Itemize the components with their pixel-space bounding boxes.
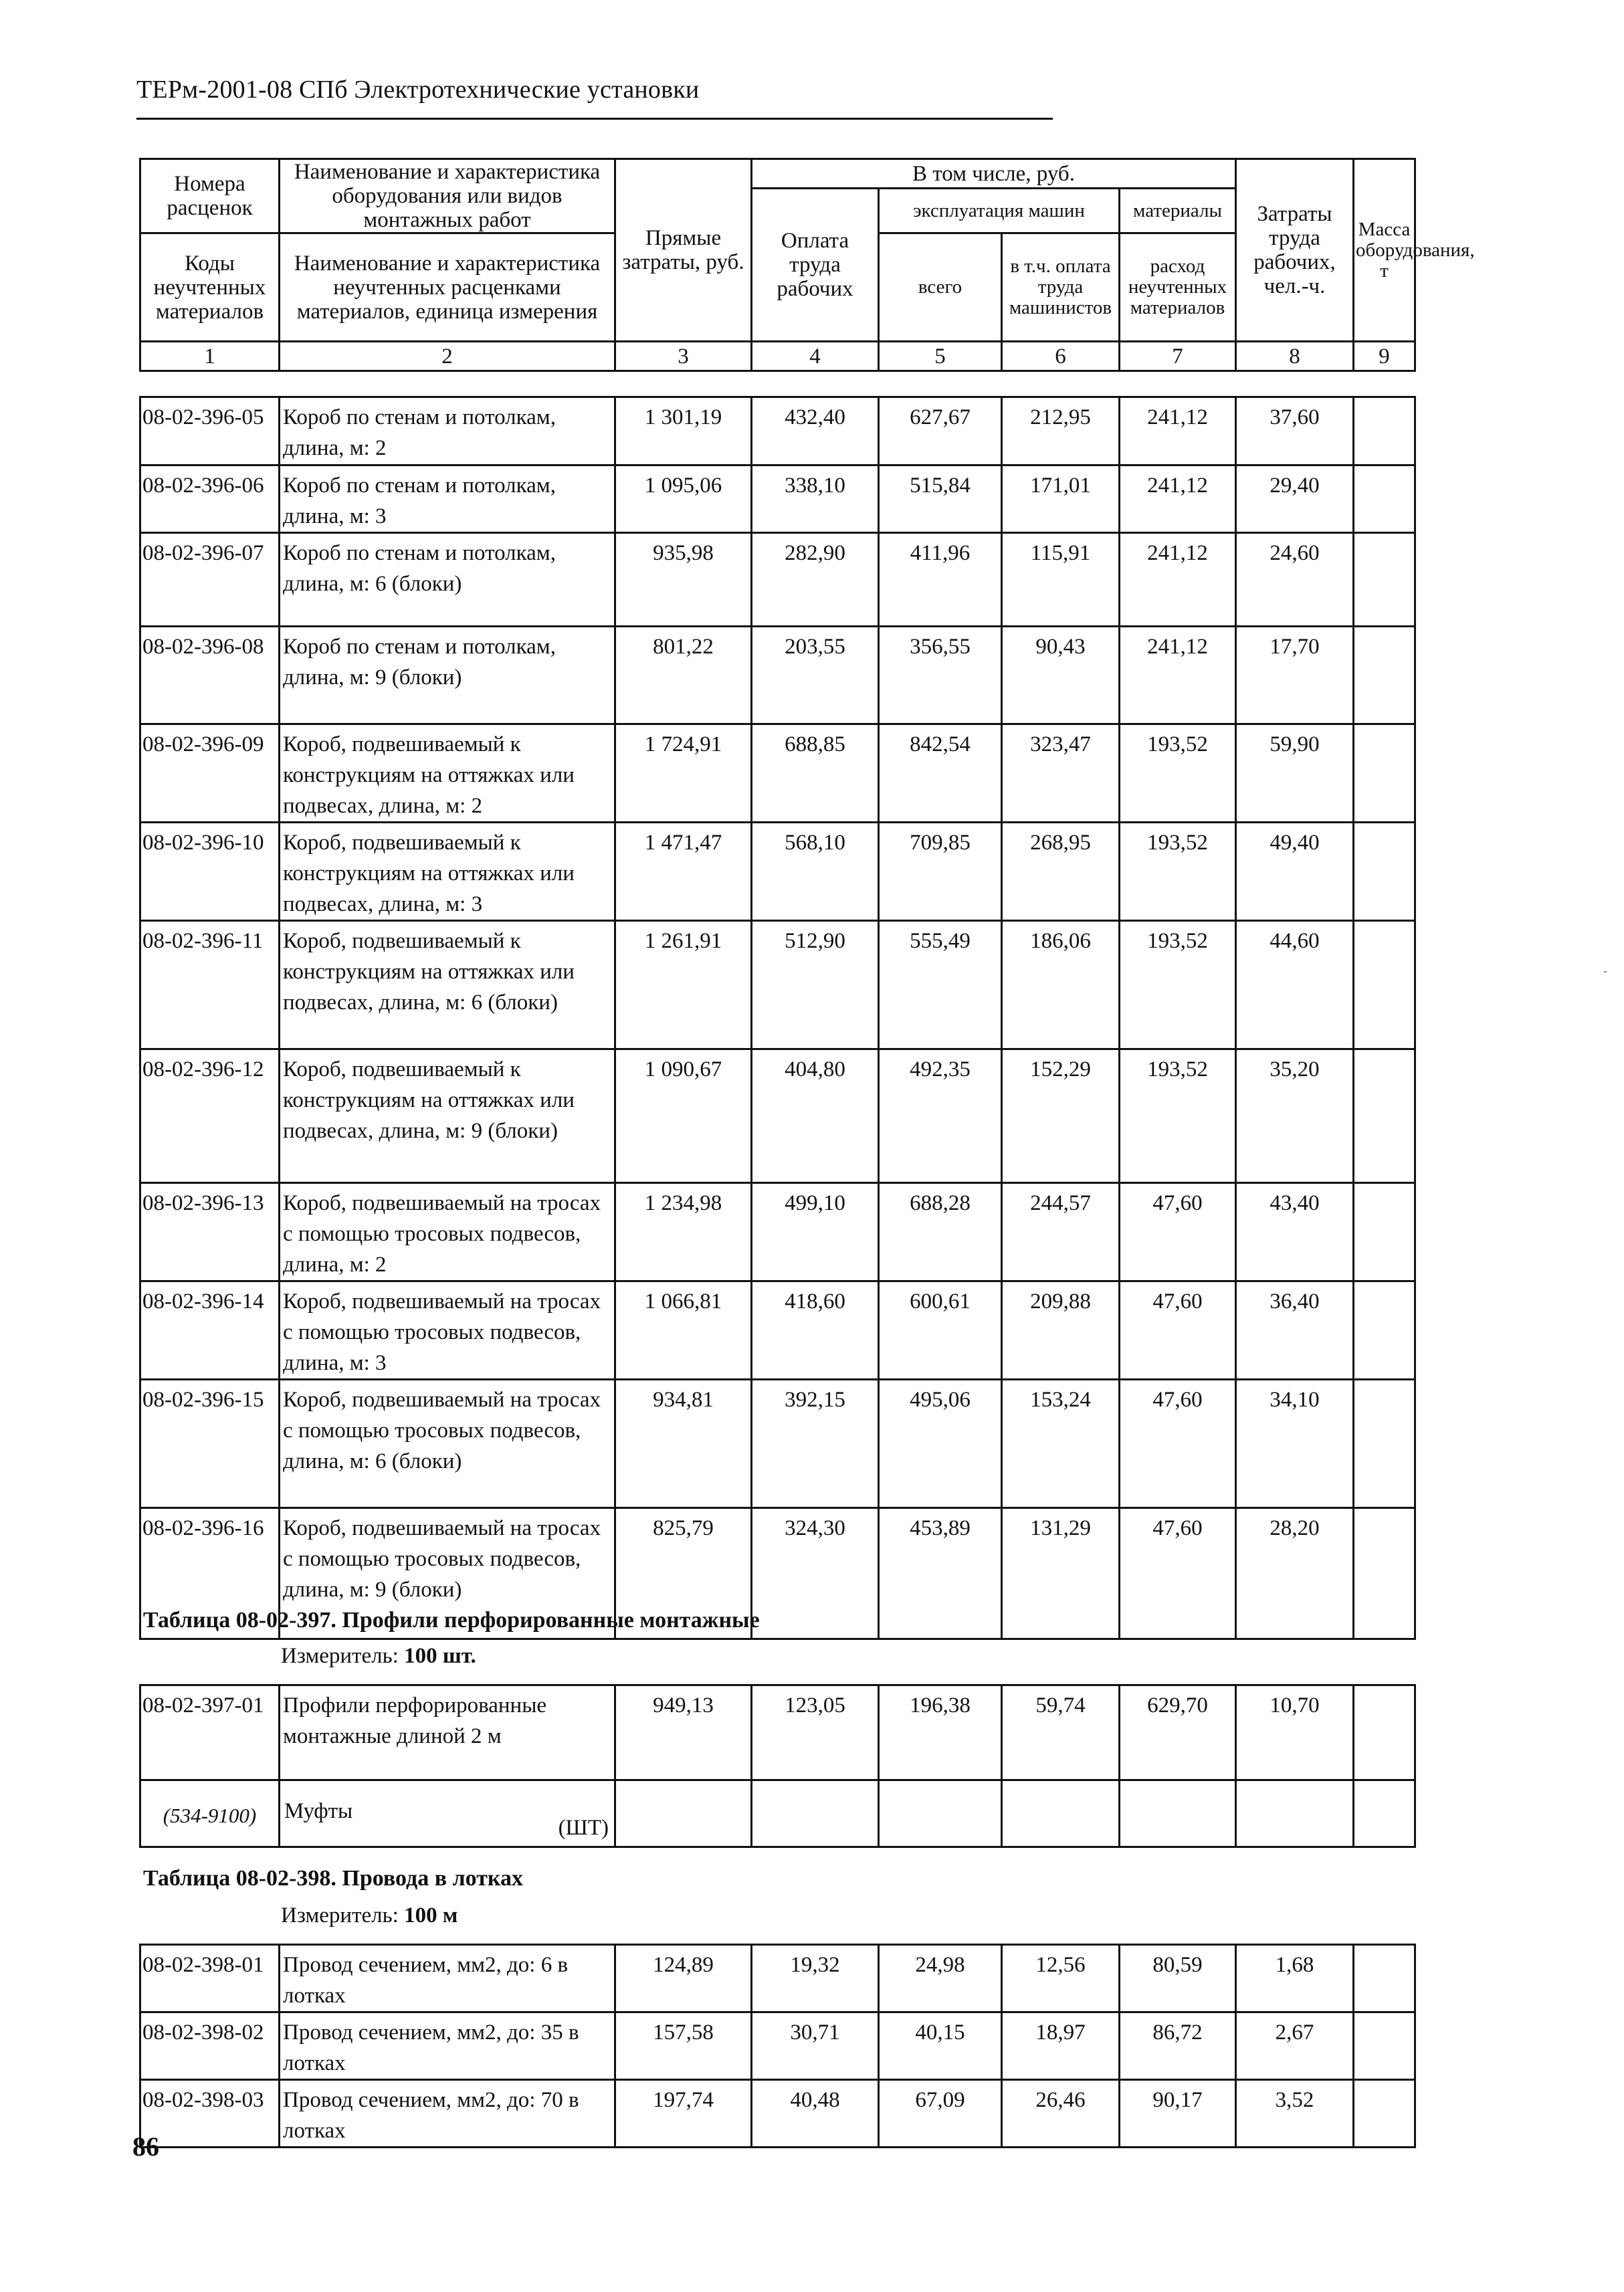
table-row (140, 1183, 1415, 1281)
equipment-mass (1354, 823, 1415, 921)
equipment-mass (1354, 397, 1415, 465)
machinist-pay: 209,88 (1002, 1281, 1120, 1380)
rate-code: 08-02-396-08 (140, 627, 280, 724)
measure-value: 100 шт. (404, 1644, 476, 1668)
machinist-pay: 212,95 (1002, 397, 1120, 465)
rate-name: Профили перфорированные монтажные длиной 2 м (280, 1685, 615, 1780)
materials: 241,12 (1120, 397, 1236, 465)
direct-costs: 934,81 (615, 1380, 752, 1508)
rate-code: 08-02-396-10 (140, 823, 280, 921)
rate-name: Короб, подвешиваемый на тросах с помощью тросовых подвесов, длина, м: 9 (блоки) (280, 1508, 615, 1639)
rate-name: Короб по стенам и потолкам, длина, м: 6 (блоки) (280, 533, 615, 627)
material-unit: (ШТ) (558, 1816, 609, 1840)
labor-pay: 30,71 (752, 2012, 879, 2080)
machines-total: 627,67 (879, 397, 1002, 465)
machines-total: 24,98 (879, 1945, 1002, 2012)
col-number: 9 (1354, 342, 1415, 371)
labor-hours: 10,70 (1236, 1685, 1354, 1780)
direct-costs: 1 095,06 (615, 465, 752, 533)
direct-costs: 1 066,81 (615, 1281, 752, 1380)
rate-code: 08-02-396-06 (140, 465, 280, 533)
table-row (140, 1281, 1415, 1380)
rate-code: 08-02-396-13 (140, 1183, 280, 1281)
rate-code: 08-02-398-01 (140, 1945, 280, 2012)
direct-costs: 124,89 (615, 1945, 752, 2012)
machinist-pay: 115,91 (1002, 533, 1120, 627)
equipment-mass (1354, 2080, 1415, 2148)
machines-total: 356,55 (879, 627, 1002, 724)
machinist-pay: 323,47 (1002, 724, 1120, 823)
header-col5: всего (879, 233, 1002, 342)
rate-name: Провод сечением, мм2, до: 35 в лотках (280, 2012, 615, 2080)
rates-table-398 (139, 1944, 1416, 2148)
materials: 241,12 (1120, 627, 1236, 724)
rate-code: 08-02-398-02 (140, 2012, 280, 2080)
direct-costs: 1 234,98 (615, 1183, 752, 1281)
labor-hours: 24,60 (1236, 533, 1354, 627)
rate-code: 08-02-396-07 (140, 533, 280, 627)
machines-total: 709,85 (879, 823, 1002, 921)
labor-hours: 29,40 (1236, 465, 1354, 533)
machines-total: 411,96 (879, 533, 1002, 627)
machinist-pay: 153,24 (1002, 1380, 1120, 1508)
labor-hours: 37,60 (1236, 397, 1354, 465)
machines-total: 495,06 (879, 1380, 1002, 1508)
machinist-pay: 131,29 (1002, 1508, 1120, 1639)
table-row (140, 1380, 1415, 1508)
rate-name: Короб по стенам и потолкам, длина, м: 2 (280, 397, 615, 465)
rate-name: Короб, подвешиваемый к конструкциям на оттяжках или подвесах, длина, м: 3 (280, 823, 615, 921)
materials: 193,52 (1120, 921, 1236, 1049)
rate-name: Короб, подвешиваемый к конструкциям на оттяжках или подвесах, длина, м: 6 (блоки) (280, 921, 615, 1049)
materials: 47,60 (1120, 1183, 1236, 1281)
rate-name: Короб по стенам и потолкам, длина, м: 9 (блоки) (280, 627, 615, 724)
direct-costs: 157,58 (615, 2012, 752, 2080)
header-col3: Прямые затраты, руб. (615, 159, 752, 342)
labor-pay: 123,05 (752, 1685, 879, 1780)
header-col4: Оплата труда рабочих (752, 189, 879, 342)
labor-pay: 203,55 (752, 627, 879, 724)
equipment-mass (1354, 533, 1415, 627)
machines-total: 40,15 (879, 2012, 1002, 2080)
machinist-pay: 26,46 (1002, 2080, 1120, 2148)
table-row (140, 1049, 1415, 1183)
labor-pay: 432,40 (752, 397, 879, 465)
equipment-mass (1354, 2012, 1415, 2080)
direct-costs: 197,74 (615, 2080, 752, 2148)
table-row (140, 533, 1415, 627)
material-row (140, 1780, 1415, 1847)
machines-total: 67,09 (879, 2080, 1002, 2148)
table-row (140, 627, 1415, 724)
header-col8: Затраты труда рабочих, чел.-ч. (1236, 159, 1354, 342)
rate-code: 08-02-396-14 (140, 1281, 280, 1380)
direct-costs: 949,13 (615, 1685, 752, 1780)
table-row (140, 1945, 1415, 2012)
materials: 80,59 (1120, 1945, 1236, 2012)
col-number: 6 (1002, 342, 1120, 371)
machines-total: 600,61 (879, 1281, 1002, 1380)
rate-code: 08-02-396-11 (140, 921, 280, 1049)
materials: 241,12 (1120, 533, 1236, 627)
rate-name: Короб, подвешиваемый на тросах с помощью тросовых подвесов, длина, м: 3 (280, 1281, 615, 1380)
equipment-mass (1354, 627, 1415, 724)
materials: 86,72 (1120, 2012, 1236, 2080)
rate-code: 08-02-396-15 (140, 1380, 280, 1508)
rate-name: Короб, подвешиваемый на тросах с помощью тросовых подвесов, длина, м: 6 (блоки) (280, 1380, 615, 1508)
header-col2-top: Наименование и характеристика оборудования или видов монтажных работ (280, 159, 615, 233)
materials: 193,52 (1120, 1049, 1236, 1183)
materials: 47,60 (1120, 1508, 1236, 1639)
direct-costs: 1 090,67 (615, 1049, 752, 1183)
machines-total: 515,84 (879, 465, 1002, 533)
rates-table-396 (139, 396, 1416, 1640)
labor-hours: 59,90 (1236, 724, 1354, 823)
direct-costs: 1 261,91 (615, 921, 752, 1049)
col-number: 2 (280, 342, 615, 371)
equipment-mass (1354, 1183, 1415, 1281)
equipment-mass (1354, 1945, 1415, 2012)
col-number: 5 (879, 342, 1002, 371)
header-col1-top: Номера расценок (140, 159, 280, 233)
table-row (140, 2012, 1415, 2080)
table-row (140, 724, 1415, 823)
scan-speck (1604, 971, 1607, 972)
direct-costs: 1 724,91 (615, 724, 752, 823)
col-number: 1 (140, 342, 280, 371)
labor-hours: 3,52 (1236, 2080, 1354, 2148)
machinist-pay: 90,43 (1002, 627, 1120, 724)
rate-name: Короб, подвешиваемый к конструкциям на оттяжках или подвесах, длина, м: 2 (280, 724, 615, 823)
table-row (140, 823, 1415, 921)
rate-code: 08-02-396-16 (140, 1508, 280, 1639)
machinist-pay: 171,01 (1002, 465, 1120, 533)
labor-hours: 1,68 (1236, 1945, 1354, 2012)
direct-costs: 801,22 (615, 627, 752, 724)
rate-name: Короб по стенам и потолкам, длина, м: 3 (280, 465, 615, 533)
labor-pay: 688,85 (752, 724, 879, 823)
header-col9: Масса оборудования, т (1354, 159, 1415, 342)
rate-name: Короб, подвешиваемый на тросах с помощью тросовых подвесов, длина, м: 2 (280, 1183, 615, 1281)
machines-total: 196,38 (879, 1685, 1002, 1780)
machinist-pay: 18,97 (1002, 2012, 1120, 2080)
equipment-mass (1354, 724, 1415, 823)
labor-pay: 19,32 (752, 1945, 879, 2012)
rate-code: 08-02-396-12 (140, 1049, 280, 1183)
table-397-caption: Таблица 08-02-397. Профили перфорированные монтажные (143, 1608, 760, 1633)
labor-hours: 28,20 (1236, 1508, 1354, 1639)
labor-pay: 499,10 (752, 1183, 879, 1281)
machines-total: 453,89 (879, 1508, 1002, 1639)
rates-table-397 (139, 1684, 1416, 1848)
page-number: 86 (132, 2131, 159, 2162)
header-group: В том числе, руб. (752, 159, 1236, 189)
equipment-mass (1354, 1685, 1415, 1780)
direct-costs: 935,98 (615, 533, 752, 627)
rate-name: Короб, подвешиваемый к конструкциям на оттяжках или подвесах, длина, м: 9 (блоки) (280, 1049, 615, 1183)
equipment-mass (1354, 1281, 1415, 1380)
equipment-mass (1354, 921, 1415, 1049)
material-cell (280, 1780, 615, 1847)
materials: 193,52 (1120, 724, 1236, 823)
table-397-measure (281, 1644, 476, 1669)
machinist-pay: 268,95 (1002, 823, 1120, 921)
table-row (140, 397, 1415, 465)
equipment-mass (1354, 1049, 1415, 1183)
labor-pay: 404,80 (752, 1049, 879, 1183)
equipment-mass (1354, 1508, 1415, 1639)
col-number: 4 (752, 342, 879, 371)
col-number: 7 (1120, 342, 1236, 371)
labor-pay: 418,60 (752, 1281, 879, 1380)
direct-costs: 825,79 (615, 1508, 752, 1639)
labor-hours: 2,67 (1236, 2012, 1354, 2080)
header-col6: в т.ч. оплата труда машинистов (1002, 233, 1120, 342)
machines-total: 492,35 (879, 1049, 1002, 1183)
labor-pay: 40,48 (752, 2080, 879, 2148)
materials: 241,12 (1120, 465, 1236, 533)
rate-code: 08-02-396-05 (140, 397, 280, 465)
material-name: Муфты (284, 1799, 353, 1823)
labor-pay: 512,90 (752, 921, 879, 1049)
labor-hours: 35,20 (1236, 1049, 1354, 1183)
table-row (140, 1685, 1415, 1780)
col-number: 3 (615, 342, 752, 371)
machinist-pay: 186,06 (1002, 921, 1120, 1049)
table-row (140, 921, 1415, 1049)
table-row (140, 465, 1415, 533)
measure-label: Измеритель: (281, 1903, 399, 1928)
header-machines: эксплуатация машин (879, 189, 1120, 233)
materials: 47,60 (1120, 1281, 1236, 1380)
rate-name: Провод сечением, мм2, до: 70 в лотках (280, 2080, 615, 2148)
rate-code: 08-02-396-09 (140, 724, 280, 823)
equipment-mass (1354, 465, 1415, 533)
table-398-measure (281, 1903, 458, 1928)
machinist-pay: 12,56 (1002, 1945, 1120, 2012)
equipment-mass (1354, 1380, 1415, 1508)
rate-code: 08-02-397-01 (140, 1685, 280, 1780)
header-col7: расход неучтенных материалов (1120, 233, 1236, 342)
measure-label: Измеритель: (281, 1644, 399, 1668)
materials: 629,70 (1120, 1685, 1236, 1780)
materials: 90,17 (1120, 2080, 1236, 2148)
labor-pay: 392,15 (752, 1380, 879, 1508)
col-number: 8 (1236, 342, 1354, 371)
material-code: (534-9100) (140, 1780, 280, 1847)
header-rule (136, 118, 1053, 120)
direct-costs: 1 471,47 (615, 823, 752, 921)
table-row (140, 2080, 1415, 2148)
rate-code: 08-02-398-03 (140, 2080, 280, 2148)
measure-value: 100 м (404, 1903, 458, 1928)
direct-costs: 1 301,19 (615, 397, 752, 465)
column-header-table (139, 158, 1475, 372)
labor-hours: 34,10 (1236, 1380, 1354, 1508)
labor-hours: 17,70 (1236, 627, 1354, 724)
labor-hours: 49,40 (1236, 823, 1354, 921)
labor-pay: 324,30 (752, 1508, 879, 1639)
labor-hours: 36,40 (1236, 1281, 1354, 1380)
labor-hours: 44,60 (1236, 921, 1354, 1049)
machinist-pay: 59,74 (1002, 1685, 1120, 1780)
table-398-caption: Таблица 08-02-398. Провода в лотках (143, 1866, 524, 1891)
machinist-pay: 152,29 (1002, 1049, 1120, 1183)
machines-total: 688,28 (879, 1183, 1002, 1281)
machines-total: 842,54 (879, 724, 1002, 823)
machinist-pay: 244,57 (1002, 1183, 1120, 1281)
labor-pay: 568,10 (752, 823, 879, 921)
rate-name: Провод сечением, мм2, до: 6 в лотках (280, 1945, 615, 2012)
labor-pay: 338,10 (752, 465, 879, 533)
header-col2-bottom: Наименование и характеристика неучтенных расценками материалов, единица измерения (280, 233, 615, 342)
running-head: ТЕРм-2001-08 СПб Электротехнические установки (136, 76, 700, 104)
machines-total: 555,49 (879, 921, 1002, 1049)
labor-pay: 282,90 (752, 533, 879, 627)
materials: 193,52 (1120, 823, 1236, 921)
materials: 47,60 (1120, 1380, 1236, 1508)
header-col1-bottom: Коды неучтенных материалов (140, 233, 280, 342)
header-materials: материалы (1120, 189, 1236, 233)
labor-hours: 43,40 (1236, 1183, 1354, 1281)
